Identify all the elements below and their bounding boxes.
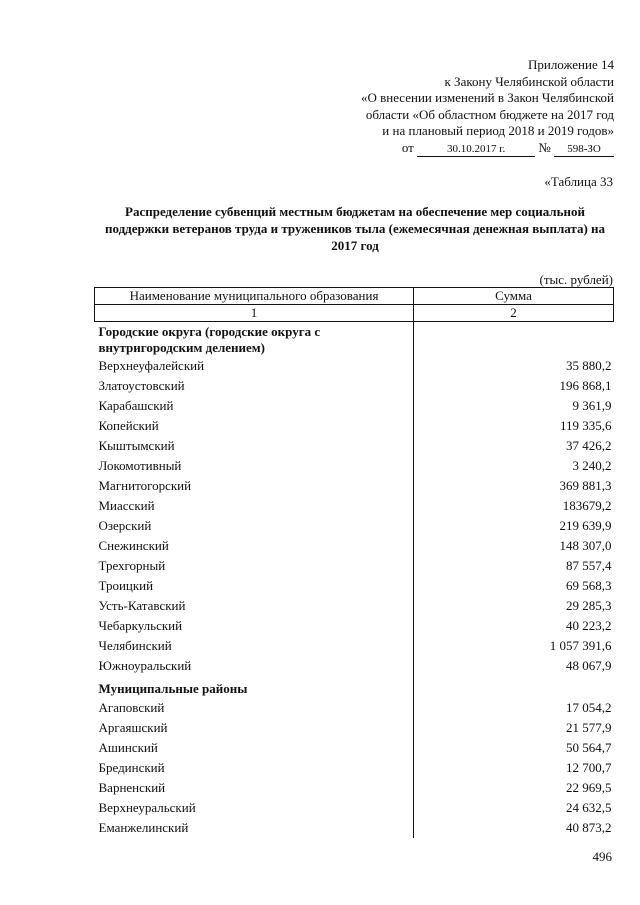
municipality-name: Миасский (95, 496, 414, 516)
subvention-amount: 148 307,0 (559, 538, 612, 553)
section-heading: Муниципальные районы (95, 676, 414, 698)
from-label: от (401, 139, 414, 155)
document-title: Распределение субвенций местным бюджетам на обеспечение мер социальной поддержки ветеранов труда и тружеников тыла (ежемесячная денежная выплата) на 2017 год (104, 204, 606, 253)
subvention-amount: 50 564,7 (566, 740, 612, 755)
subvention-amount: 369 881,3 (559, 478, 612, 493)
municipality-name: Брединский (95, 758, 414, 778)
municipality-name: Копейский (95, 416, 414, 436)
section-row (95, 322, 614, 357)
municipality-name: Верхнеуфалейский (95, 356, 414, 376)
law-number: 598-ЗО (554, 143, 614, 157)
appendix-header (254, 57, 614, 157)
table-row (95, 698, 614, 718)
table-row (95, 818, 614, 838)
subvention-amount: 48 067,9 (566, 658, 612, 673)
subvention-amount: 69 568,3 (566, 578, 612, 593)
header-line: Приложение 14 (527, 57, 614, 72)
subvention-amount: 40 223,2 (566, 618, 612, 633)
table-row (95, 778, 614, 798)
header-line: и на плановый период 2018 и 2019 годов» (382, 123, 614, 138)
subvention-amount: 87 557,4 (566, 558, 612, 573)
subvention-amount: 219 639,9 (559, 518, 612, 533)
municipality-name: Локомотивный (95, 456, 414, 476)
table-row (95, 416, 614, 436)
municipality-name: Снежинский (95, 536, 414, 556)
municipality-name: Агаповский (95, 698, 414, 718)
table-row (95, 738, 614, 758)
municipality-name: Аргаяшский (95, 718, 414, 738)
table-row (95, 556, 614, 576)
subvention-amount: 29 285,3 (566, 598, 612, 613)
subvention-amount: 183679,2 (562, 498, 612, 513)
law-date-number-line (254, 140, 614, 157)
subvention-amount: 40 873,2 (566, 820, 612, 835)
law-date: 30.10.2017 г. (417, 143, 535, 157)
table-row (95, 616, 614, 636)
subventions-table (94, 287, 614, 838)
municipality-name: Верхнеуральский (95, 798, 414, 818)
table-row (95, 436, 614, 456)
municipality-name: Златоустовский (95, 376, 414, 396)
municipality-name: Озерский (95, 516, 414, 536)
subvention-amount: 35 880,2 (566, 358, 612, 373)
table-row (95, 456, 614, 476)
municipality-name: Чебаркульский (95, 616, 414, 636)
subvention-amount: 196 868,1 (559, 378, 612, 393)
subvention-amount: 17 054,2 (566, 700, 612, 715)
table-row (95, 376, 614, 396)
unit-label: (тыс. рублей) (539, 272, 613, 287)
table-row (95, 396, 614, 416)
table-row (95, 476, 614, 496)
municipality-name: Карабашский (95, 396, 414, 416)
subvention-amount: 9 361,9 (572, 398, 612, 413)
municipality-name: Усть-Катавский (95, 596, 414, 616)
subvention-amount: 3 240,2 (572, 458, 612, 473)
table-row (95, 636, 614, 656)
subvention-amount: 24 632,5 (566, 800, 612, 815)
header-line: области «Об областном бюджете на 2017 год (365, 106, 614, 122)
table-row (95, 596, 614, 616)
subvention-amount: 21 577,9 (566, 720, 612, 735)
municipality-name: Челябинский (95, 636, 414, 656)
table-row (95, 798, 614, 818)
column-number-row (95, 305, 614, 322)
header-line: к Закону Челябинской области (444, 73, 614, 89)
table-row (95, 656, 614, 676)
page-number: 496 (592, 849, 612, 864)
subvention-amount: 1 057 391,6 (549, 638, 612, 653)
table-row (95, 758, 614, 778)
column-number: 1 (95, 305, 414, 322)
table-row (95, 496, 614, 516)
table-row (95, 718, 614, 738)
municipality-name: Троицкий (95, 576, 414, 596)
table-row (95, 356, 614, 376)
municipality-name: Еманжелинский (95, 818, 414, 838)
column-header-name: Наименование муниципального образования (95, 288, 414, 305)
column-number: 2 (414, 305, 614, 322)
subvention-amount: 12 700,7 (566, 760, 612, 775)
table-row (95, 516, 614, 536)
header-line: «О внесении изменений в Закон Челябинской (360, 90, 614, 105)
subvention-amount: 37 426,2 (566, 438, 612, 453)
table-header-row (95, 288, 614, 305)
municipality-name: Ашинский (95, 738, 414, 758)
municipality-name: Кыштымский (95, 436, 414, 456)
municipality-name: Южноуральский (95, 656, 414, 676)
table-row (95, 536, 614, 556)
section-row (95, 676, 614, 698)
municipality-name: Трехгорный (95, 556, 414, 576)
section-heading: Городские округа (городские округа с внутригородским делением) (95, 322, 414, 357)
number-label: № (538, 139, 551, 155)
subvention-amount: 119 335,6 (559, 418, 612, 433)
table-row (95, 576, 614, 596)
municipality-name: Варненский (95, 778, 414, 798)
table-reference: «Таблица 33 (544, 174, 613, 189)
municipality-name: Магнитогорский (95, 476, 414, 496)
column-header-sum: Сумма (414, 288, 614, 305)
subvention-amount: 22 969,5 (566, 780, 612, 795)
